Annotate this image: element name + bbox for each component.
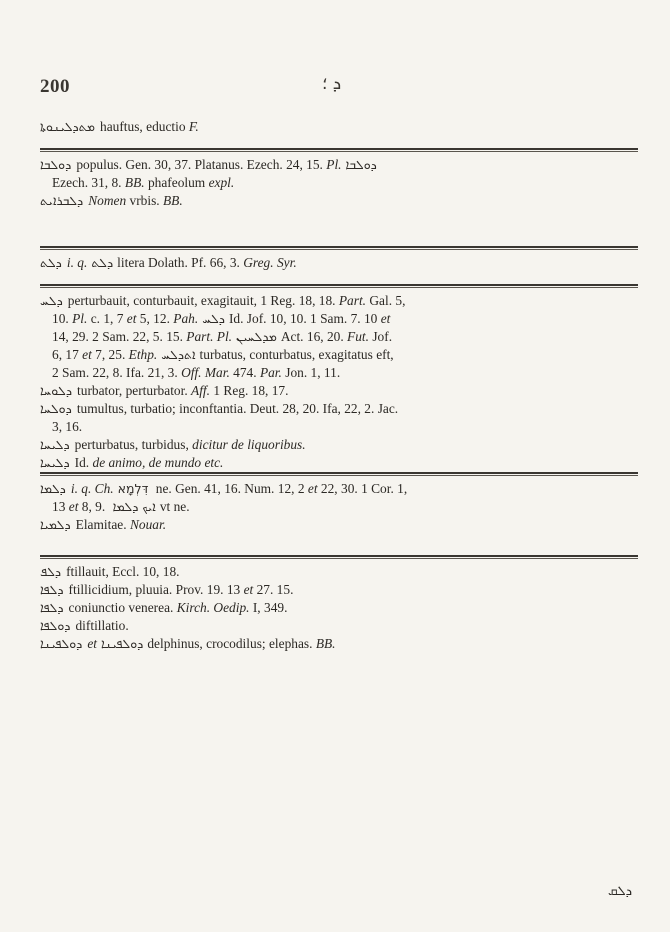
latin-text: coniunctio venerea. <box>68 600 177 615</box>
entry-group <box>40 480 652 534</box>
italic-text: Part. Pl. <box>186 329 233 344</box>
entry-line <box>40 118 652 136</box>
italic-text: F. <box>188 119 199 134</box>
entry-line <box>40 346 652 364</box>
latin-text: litera Dolath. Pf. 66, 3. <box>117 255 244 270</box>
latin-text: phafeolum <box>144 175 209 190</box>
latin-text: tumultus, turbatio; inconftantia. Deut. 28, 20. Ifa, 22, 2. Jac. <box>76 401 399 416</box>
latin-text: I, 349. <box>249 600 288 615</box>
latin-text: ftillauit, Eccl. 10, 18. <box>66 564 180 579</box>
latin-text: 22, 30. 1 Cor. 1, <box>317 481 408 496</box>
entry-line <box>40 310 652 328</box>
entry-group <box>40 254 652 272</box>
latin-text: vrbis. <box>126 193 163 208</box>
italic-text: i. q. Ch. <box>70 481 114 496</box>
entry-line <box>40 617 652 635</box>
italic-text: i. q. <box>66 255 88 270</box>
italic-text: BB. <box>163 193 183 208</box>
latin-text: Elamitae. <box>75 517 130 532</box>
italic-text: Aff. <box>191 383 210 398</box>
italic-text: Ethp. <box>128 347 158 362</box>
entry-line <box>40 174 652 192</box>
entry-group <box>40 563 652 653</box>
page-number: 200 <box>40 76 70 97</box>
latin-text: 14, 29. 2 Sam. 22, 5. 15. <box>52 329 187 344</box>
italic-text: et <box>243 582 254 597</box>
syriac-headword: ܕܘܠܒܐ <box>40 157 72 172</box>
italic-text: et <box>87 636 98 651</box>
italic-text: de animo, de mundo etc. <box>92 455 224 470</box>
italic-text: Pah. <box>173 311 199 326</box>
latin-text: c. 1, 7 <box>87 311 127 326</box>
italic-text: et <box>307 481 318 496</box>
syriac-inline: ܡܕܠܚܝܢ <box>236 329 277 344</box>
entry-line <box>40 635 652 653</box>
entry-line <box>40 364 652 382</box>
entry-line <box>40 498 652 516</box>
italic-text: BB. <box>124 175 145 190</box>
syriac-headword: ܕܠܦ <box>40 564 62 579</box>
italic-text: et <box>380 311 391 326</box>
italic-text: Kirch. Oedip. <box>176 600 250 615</box>
entry-line <box>40 516 652 534</box>
latin-text: ne. Gen. 41, 16. Num. 12, 2 <box>152 481 308 496</box>
italic-text: et <box>68 499 79 514</box>
latin-text: 10. <box>52 311 73 326</box>
entry-line <box>40 563 652 581</box>
hebrew-inline: דִּלְמָא <box>117 481 149 496</box>
syriac-headword: ܕܘܠܦܐ <box>40 618 71 633</box>
italic-text: Pl. <box>72 311 88 326</box>
italic-text: Nouar. <box>129 517 167 532</box>
italic-text: Greg. Syr. <box>243 255 297 270</box>
entry-line <box>40 254 652 272</box>
latin-text: turbatus, conturbatus, exagitatus eft, <box>199 347 394 362</box>
syriac-inline: ܐܝܟ ܕܠܡܐ <box>112 499 156 514</box>
catchword: ܕܠܩ <box>607 884 632 899</box>
syriac-headword: ܕܘܠܚܐ <box>40 401 72 416</box>
italic-text: BB. <box>315 636 336 651</box>
latin-text: perturbauit, conturbauit, exagitauit, 1 Reg. 18, 18. <box>67 293 339 308</box>
latin-text: Ezech. 31, 8. <box>52 175 125 190</box>
syriac-inline: ܕܠܚ <box>202 311 225 326</box>
latin-text: perturbatus, turbidus, <box>74 437 193 452</box>
syriac-headword: ܕܘܠܦܝܢܐ <box>40 636 83 651</box>
syriac-headword: ܕܠܦܐ <box>40 582 64 597</box>
latin-text: 1 Reg. 18, 17. <box>210 383 289 398</box>
italic-text: Nomen <box>88 193 127 208</box>
syriac-headword: ܕܠܒܪܐܝܬ <box>40 193 84 208</box>
latin-text: 13 <box>52 499 69 514</box>
latin-text: populus. Gen. 30, 37. Platanus. Ezech. 24, 15. <box>76 157 327 172</box>
entry-group <box>40 292 652 472</box>
syriac-headword: ܕܠܘܚܐ <box>40 383 73 398</box>
entry-line <box>40 328 652 346</box>
latin-text: 8, 9. <box>78 499 109 514</box>
syriac-headword: ܕܠܝܚܐ <box>40 437 70 452</box>
entry-line <box>40 192 652 210</box>
latin-text: vt ne. <box>159 499 190 514</box>
entry-line <box>40 454 652 472</box>
syriac-headword: ܡܬܕܠܝܢܘܬܐ <box>40 119 96 134</box>
italic-text: et <box>82 347 92 362</box>
latin-text: Jon. 1, 11. <box>281 365 341 380</box>
latin-text: diftillatio. <box>75 618 129 633</box>
latin-text: Gal. 5, <box>366 293 406 308</box>
latin-text: turbator, perturbator. <box>77 383 192 398</box>
syriac-inline: ܕܘܠܦܝܢܐ <box>101 636 144 651</box>
syriac-headword: ܕܠܝܚܐ <box>40 455 70 470</box>
syriac-headword: ܕܠܚ <box>40 293 63 308</box>
italic-text: Part. <box>338 293 367 308</box>
entry-line <box>40 480 652 498</box>
running-head: ܕ ؛ <box>322 74 342 94</box>
entry-line <box>40 400 652 418</box>
entry-group <box>40 156 652 210</box>
entry-line <box>40 436 652 454</box>
latin-text: 2 Sam. 22, 8. Ifa. 21, 3. <box>52 365 182 380</box>
latin-text: Jof. <box>369 329 393 344</box>
entry-line <box>40 581 652 599</box>
syriac-headword: ܕܠܬ <box>40 255 62 270</box>
entry-line <box>40 156 652 174</box>
latin-text: 27. 15. <box>253 582 294 597</box>
italic-text: dicitur de liquoribus. <box>192 437 306 452</box>
latin-text: Id. <box>74 455 93 470</box>
italic-text: Fut. <box>347 329 369 344</box>
latin-text: 3, 16. <box>52 419 83 434</box>
syriac-headword: ܕܠܦܐ <box>40 600 64 615</box>
latin-text: ftillicidium, pluuia. Prov. 19. 13 <box>68 582 244 597</box>
entry-line <box>40 382 652 400</box>
entry-group <box>40 118 652 136</box>
syriac-inline: ܕܘܠܒܐ <box>345 157 377 172</box>
italic-text: expl. <box>208 175 235 190</box>
italic-text: Off. Mar. <box>181 365 230 380</box>
latin-text: 6, 17 <box>52 347 83 362</box>
syriac-headword: ܕܠܡܐ <box>40 481 66 496</box>
italic-text: et <box>126 311 137 326</box>
entry-line <box>40 418 652 436</box>
latin-text: 474. <box>229 365 260 380</box>
syriac-inline: ܕܠܬ <box>91 255 114 270</box>
latin-text: 7, 25. <box>91 347 129 362</box>
latin-text: Id. Jof. 10, 10. 1 Sam. 7. 10 <box>228 311 381 326</box>
italic-text: Pl. <box>326 157 342 172</box>
italic-text: Par. <box>259 365 282 380</box>
entry-line <box>40 292 652 310</box>
syriac-headword: ܕܠܡܝܐ <box>40 517 71 532</box>
entry-line <box>40 599 652 617</box>
latin-text: hauftus, eductio <box>100 119 189 134</box>
latin-text: Act. 16, 20. <box>280 329 348 344</box>
latin-text: delphinus, crocodilus; elephas. <box>147 636 316 651</box>
latin-text: 5, 12. <box>136 311 174 326</box>
syriac-inline: ܐܬܕܠܚ <box>161 347 196 362</box>
